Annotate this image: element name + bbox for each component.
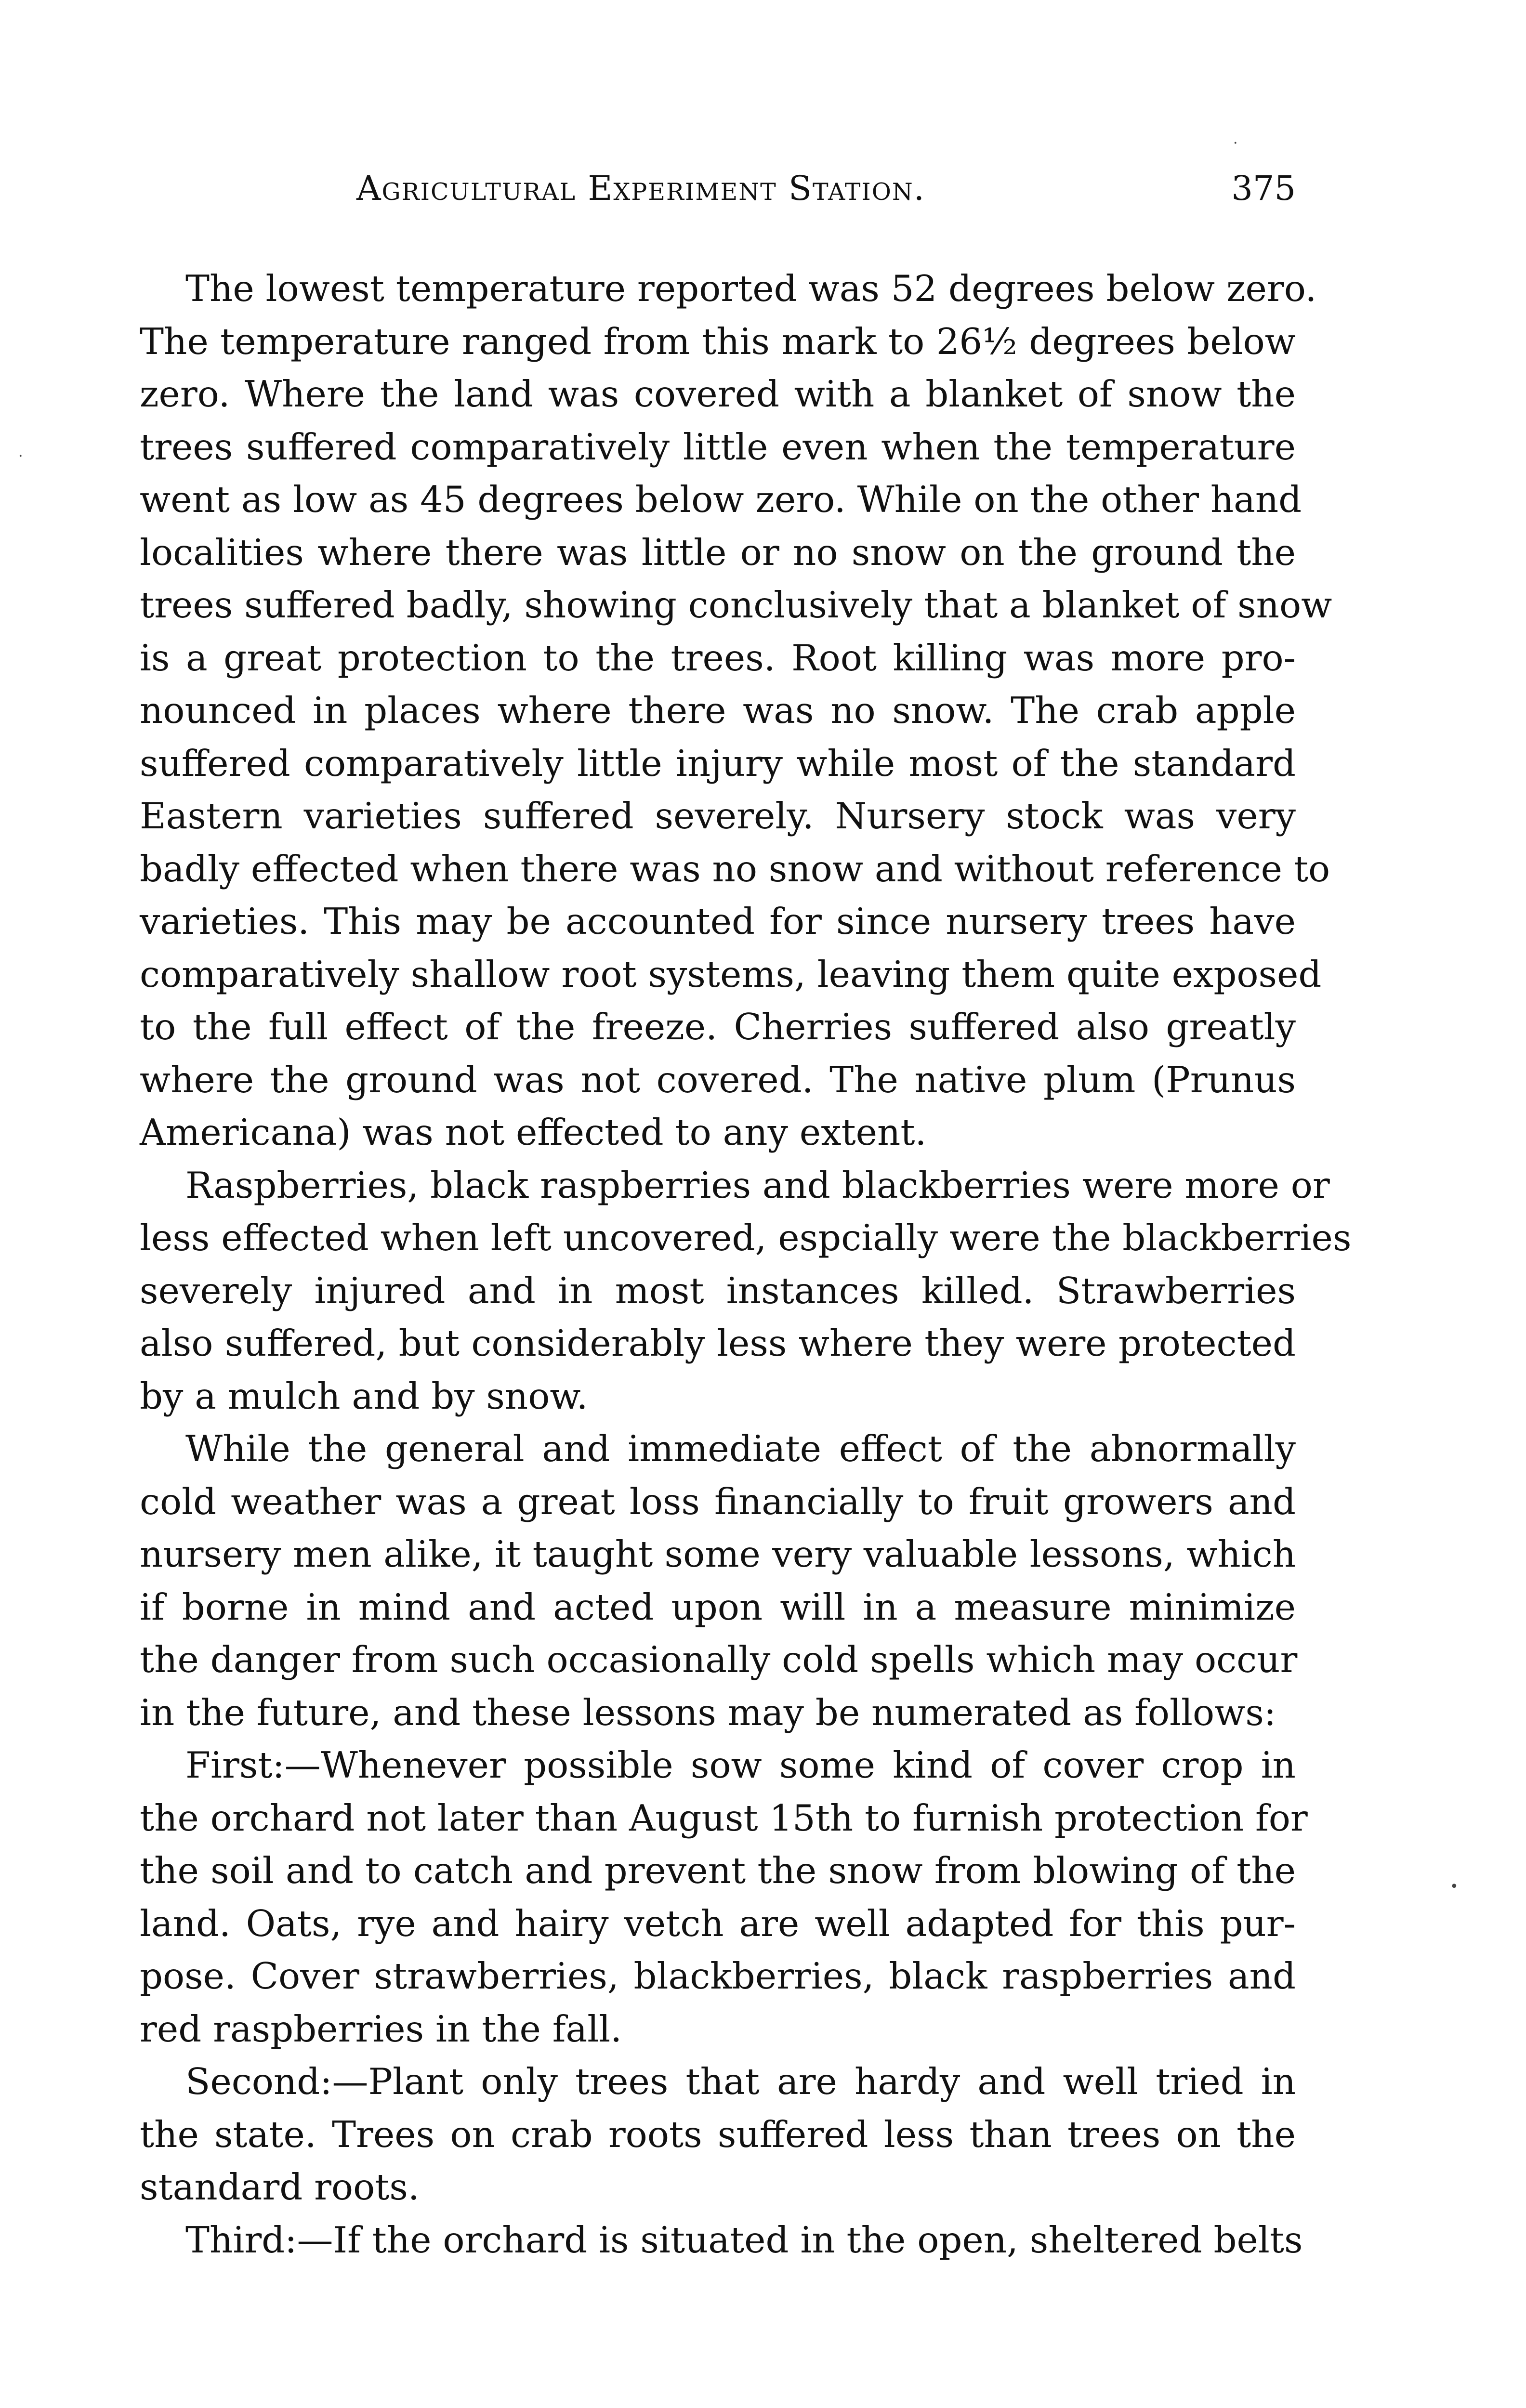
text-line: the danger from such occasionally cold spells which may occur — [140, 1638, 1298, 1681]
text-line: trees suffered comparatively little even when the temperature — [140, 425, 1296, 468]
text-line: badly effected when there was no snow and without reference to — [140, 847, 1330, 890]
text-line: Third:—If the orchard is situated in the open, sheltered belts — [185, 2218, 1303, 2261]
text-line: if borne in mind and acted upon will in a measure minimize — [140, 1585, 1296, 1628]
running-head-title: Agricultural Experiment Station. — [356, 169, 926, 208]
text-line: The lowest temperature reported was 52 degrees below zero. — [185, 267, 1317, 310]
text-line: by a mulch and by snow. — [140, 1374, 588, 1417]
text-line: went as low as 45 degrees below zero. While on the other hand — [140, 478, 1302, 521]
text-line: The temperature ranged from this mark to 26½ degrees below — [140, 320, 1296, 363]
text-line: where the ground was not covered. The native plum (Prunus — [140, 1058, 1296, 1101]
print-speck: • — [1450, 1878, 1459, 1895]
text-line: comparatively shallow root systems, leaving them quite exposed — [140, 953, 1322, 995]
text-line: the soil and to catch and prevent the snow from blowing of the — [140, 1849, 1296, 1892]
text-line: pose. Cover strawberries, blackberries, black raspberries and — [140, 1955, 1296, 1997]
text-line: to the full effect of the freeze. Cherries suffered also greatly — [140, 1006, 1296, 1048]
text-line: less effected when left uncovered, espcially were the blackberries — [140, 1217, 1352, 1259]
text-line: Americana) was not effected to any extent. — [140, 1111, 927, 1153]
text-line: Raspberries, black raspberries and blackberries were more or — [185, 1164, 1330, 1206]
body-text — [140, 262, 1352, 2266]
running-head — [140, 169, 1296, 217]
text-line: severely injured and in most instances killed. Strawberries — [140, 1269, 1296, 1312]
text-line: is a great protection to the trees. Root killing was more pro- — [140, 636, 1296, 679]
text-line: suffered comparatively little injury while most of the standard — [140, 742, 1296, 785]
text-line: While the general and immediate effect of the abnormally — [185, 1427, 1296, 1470]
text-line: nursery men alike, it taught some very valuable lessons, which — [140, 1533, 1296, 1575]
text-line: in the future, and these lessons may be numerated as follows: — [140, 1691, 1276, 1734]
text-line: trees suffered badly, showing conclusively that a blanket of snow — [140, 584, 1332, 626]
text-line: the state. Trees on crab roots suffered less than trees on the — [140, 2113, 1296, 2156]
text-line: localities where there was little or no snow on the ground the — [140, 531, 1296, 574]
text-line: cold weather was a great loss financially to fruit growers and — [140, 1480, 1296, 1523]
text-line: land. Oats, rye and hairy vetch are well adapted for this pur- — [140, 1902, 1296, 1945]
print-speck: · — [18, 448, 23, 465]
text-line: zero. Where the land was covered with a blanket of snow the — [140, 373, 1296, 415]
text-line: red raspberries in the fall. — [140, 2007, 622, 2050]
text-line: First:—Whenever possible sow some kind of cover crop in — [185, 1744, 1296, 1786]
page-number: 375 — [1231, 169, 1296, 208]
text-line: varieties. This may be accounted for since nursery trees have — [140, 900, 1296, 942]
text-line: Eastern varieties suffered severely. Nursery stock was very — [140, 795, 1296, 837]
text-line: Second:—Plant only trees that are hardy and well tried in — [185, 2060, 1296, 2103]
print-speck: · — [1233, 135, 1238, 152]
text-line: nounced in places where there was no snow. The crab apple — [140, 689, 1296, 732]
text-line: standard roots. — [140, 2166, 420, 2208]
text-line: also suffered, but considerably less where they were protected — [140, 1322, 1296, 1364]
text-line: the orchard not later than August 15th to furnish protection for — [140, 1796, 1308, 1839]
